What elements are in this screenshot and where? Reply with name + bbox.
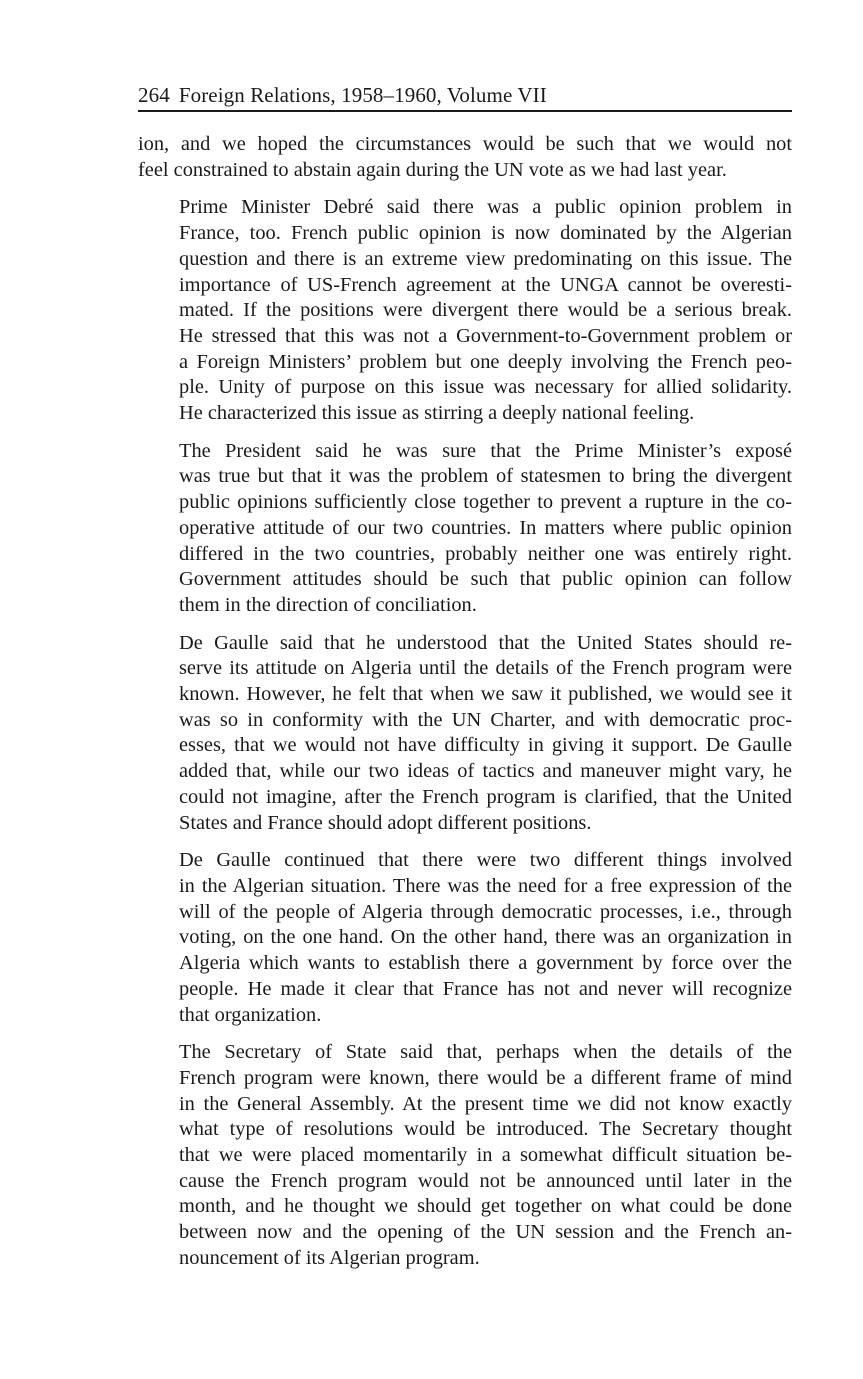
- document-page: [138, 82, 792, 1284]
- text-line: De Gaulle continued that there were two different things involved: [179, 849, 792, 872]
- text-line: He stressed that this was not a Government-to-Government problem or: [179, 324, 792, 347]
- text-line: De Gaulle said that he understood that the United States should re-: [179, 631, 792, 654]
- text-line: feel constrained to abstain again during the UN vote as we had last year.: [138, 158, 727, 181]
- running-title: Foreign Relations, 1958–1960, Volume VII: [178, 83, 547, 107]
- page-number: 264: [138, 83, 170, 107]
- text-line: cause the French program would not be announced until later in the: [179, 1169, 792, 1192]
- text-line: Algeria which wants to establish there a government by force over the: [179, 952, 792, 975]
- text-line: serve its attitude on Algeria until the details of the French program were: [179, 657, 792, 680]
- body-text: [138, 132, 792, 1272]
- text-line: month, and he thought we should get together on what could be done: [179, 1195, 792, 1218]
- text-line: Government attitudes should be such that public opinion can follow: [179, 568, 792, 591]
- text-line: was so in conformity with the UN Charter, and with democratic proc-: [179, 708, 792, 731]
- text-line: Prime Minister Debré said there was a public opinion problem in: [179, 196, 792, 219]
- text-line: esses, that we would not have difficulty in giving it support. De Gaulle: [179, 734, 792, 757]
- text-line: ion, and we hoped the circumstances would be such that we would not: [138, 133, 792, 155]
- paragraph: [138, 195, 792, 426]
- text-line: what type of resolutions would be introduced. The Secretary thought: [179, 1118, 792, 1141]
- text-line: them in the direction of conciliation.: [179, 593, 477, 616]
- text-line: added that, while our two ideas of tactics and maneuver might vary, he: [179, 760, 792, 783]
- text-line: could not imagine, after the French program is clarified, that the United: [179, 785, 792, 808]
- text-line: voting, on the one hand. On the other hand, there was an organization in: [179, 926, 792, 949]
- text-line: differed in the two countries, probably neither one was entirely right.: [179, 542, 792, 565]
- text-line: States and France should adopt different positions.: [179, 811, 592, 834]
- text-line: France, too. French public opinion is now dominated by the Algerian: [179, 222, 792, 245]
- text-line: question and there is an extreme view predominating on this issue. The: [179, 247, 792, 270]
- paragraph: [138, 439, 792, 619]
- text-line: that organization.: [179, 1003, 322, 1026]
- text-line: people. He made it clear that France has not and never will recognize: [179, 977, 792, 1000]
- running-head: [138, 82, 792, 112]
- text-line: He characterized this issue as stirring a deeply national feeling.: [179, 402, 695, 425]
- paragraph: [138, 1040, 792, 1271]
- text-line: that we were placed momentarily in a somewhat difficult situation be-: [179, 1144, 792, 1167]
- text-line: will of the people of Algeria through democratic processes, i.e., through: [179, 900, 792, 923]
- text-line: in the General Assembly. At the present time we did not know exactly: [179, 1092, 792, 1115]
- paragraph: [138, 848, 792, 1028]
- text-line: importance of US-French agreement at the UNGA cannot be overesti-: [179, 273, 792, 296]
- text-line: public opinions sufficiently close together to prevent a rupture in the co-: [179, 491, 792, 514]
- text-line: between now and the opening of the UN session and the French an-: [179, 1221, 792, 1244]
- text-line: The President said he was sure that the Prime Minister’s exposé: [179, 439, 792, 462]
- text-line: ple. Unity of purpose on this issue was necessary for allied solidarity.: [179, 376, 792, 399]
- paragraph: [138, 631, 792, 837]
- text-line: a Foreign Ministers’ problem but one deeply involving the French peo-: [179, 350, 792, 373]
- text-line: French program were known, there would be a different frame of mind: [179, 1066, 792, 1089]
- text-line: in the Algerian situation. There was the need for a free expression of the: [179, 874, 792, 897]
- text-line: nouncement of its Algerian program.: [179, 1246, 480, 1269]
- text-line: The Secretary of State said that, perhaps when the details of the: [179, 1041, 792, 1064]
- text-line: mated. If the positions were divergent there would be a serious break.: [179, 299, 792, 322]
- text-line: known. However, he felt that when we saw it published, we would see it: [179, 683, 792, 706]
- text-line: was true but that it was the problem of statesmen to bring the divergent: [179, 465, 792, 488]
- paragraph: [138, 132, 792, 183]
- text-line: operative attitude of our two countries. In matters where public opinion: [179, 516, 792, 539]
